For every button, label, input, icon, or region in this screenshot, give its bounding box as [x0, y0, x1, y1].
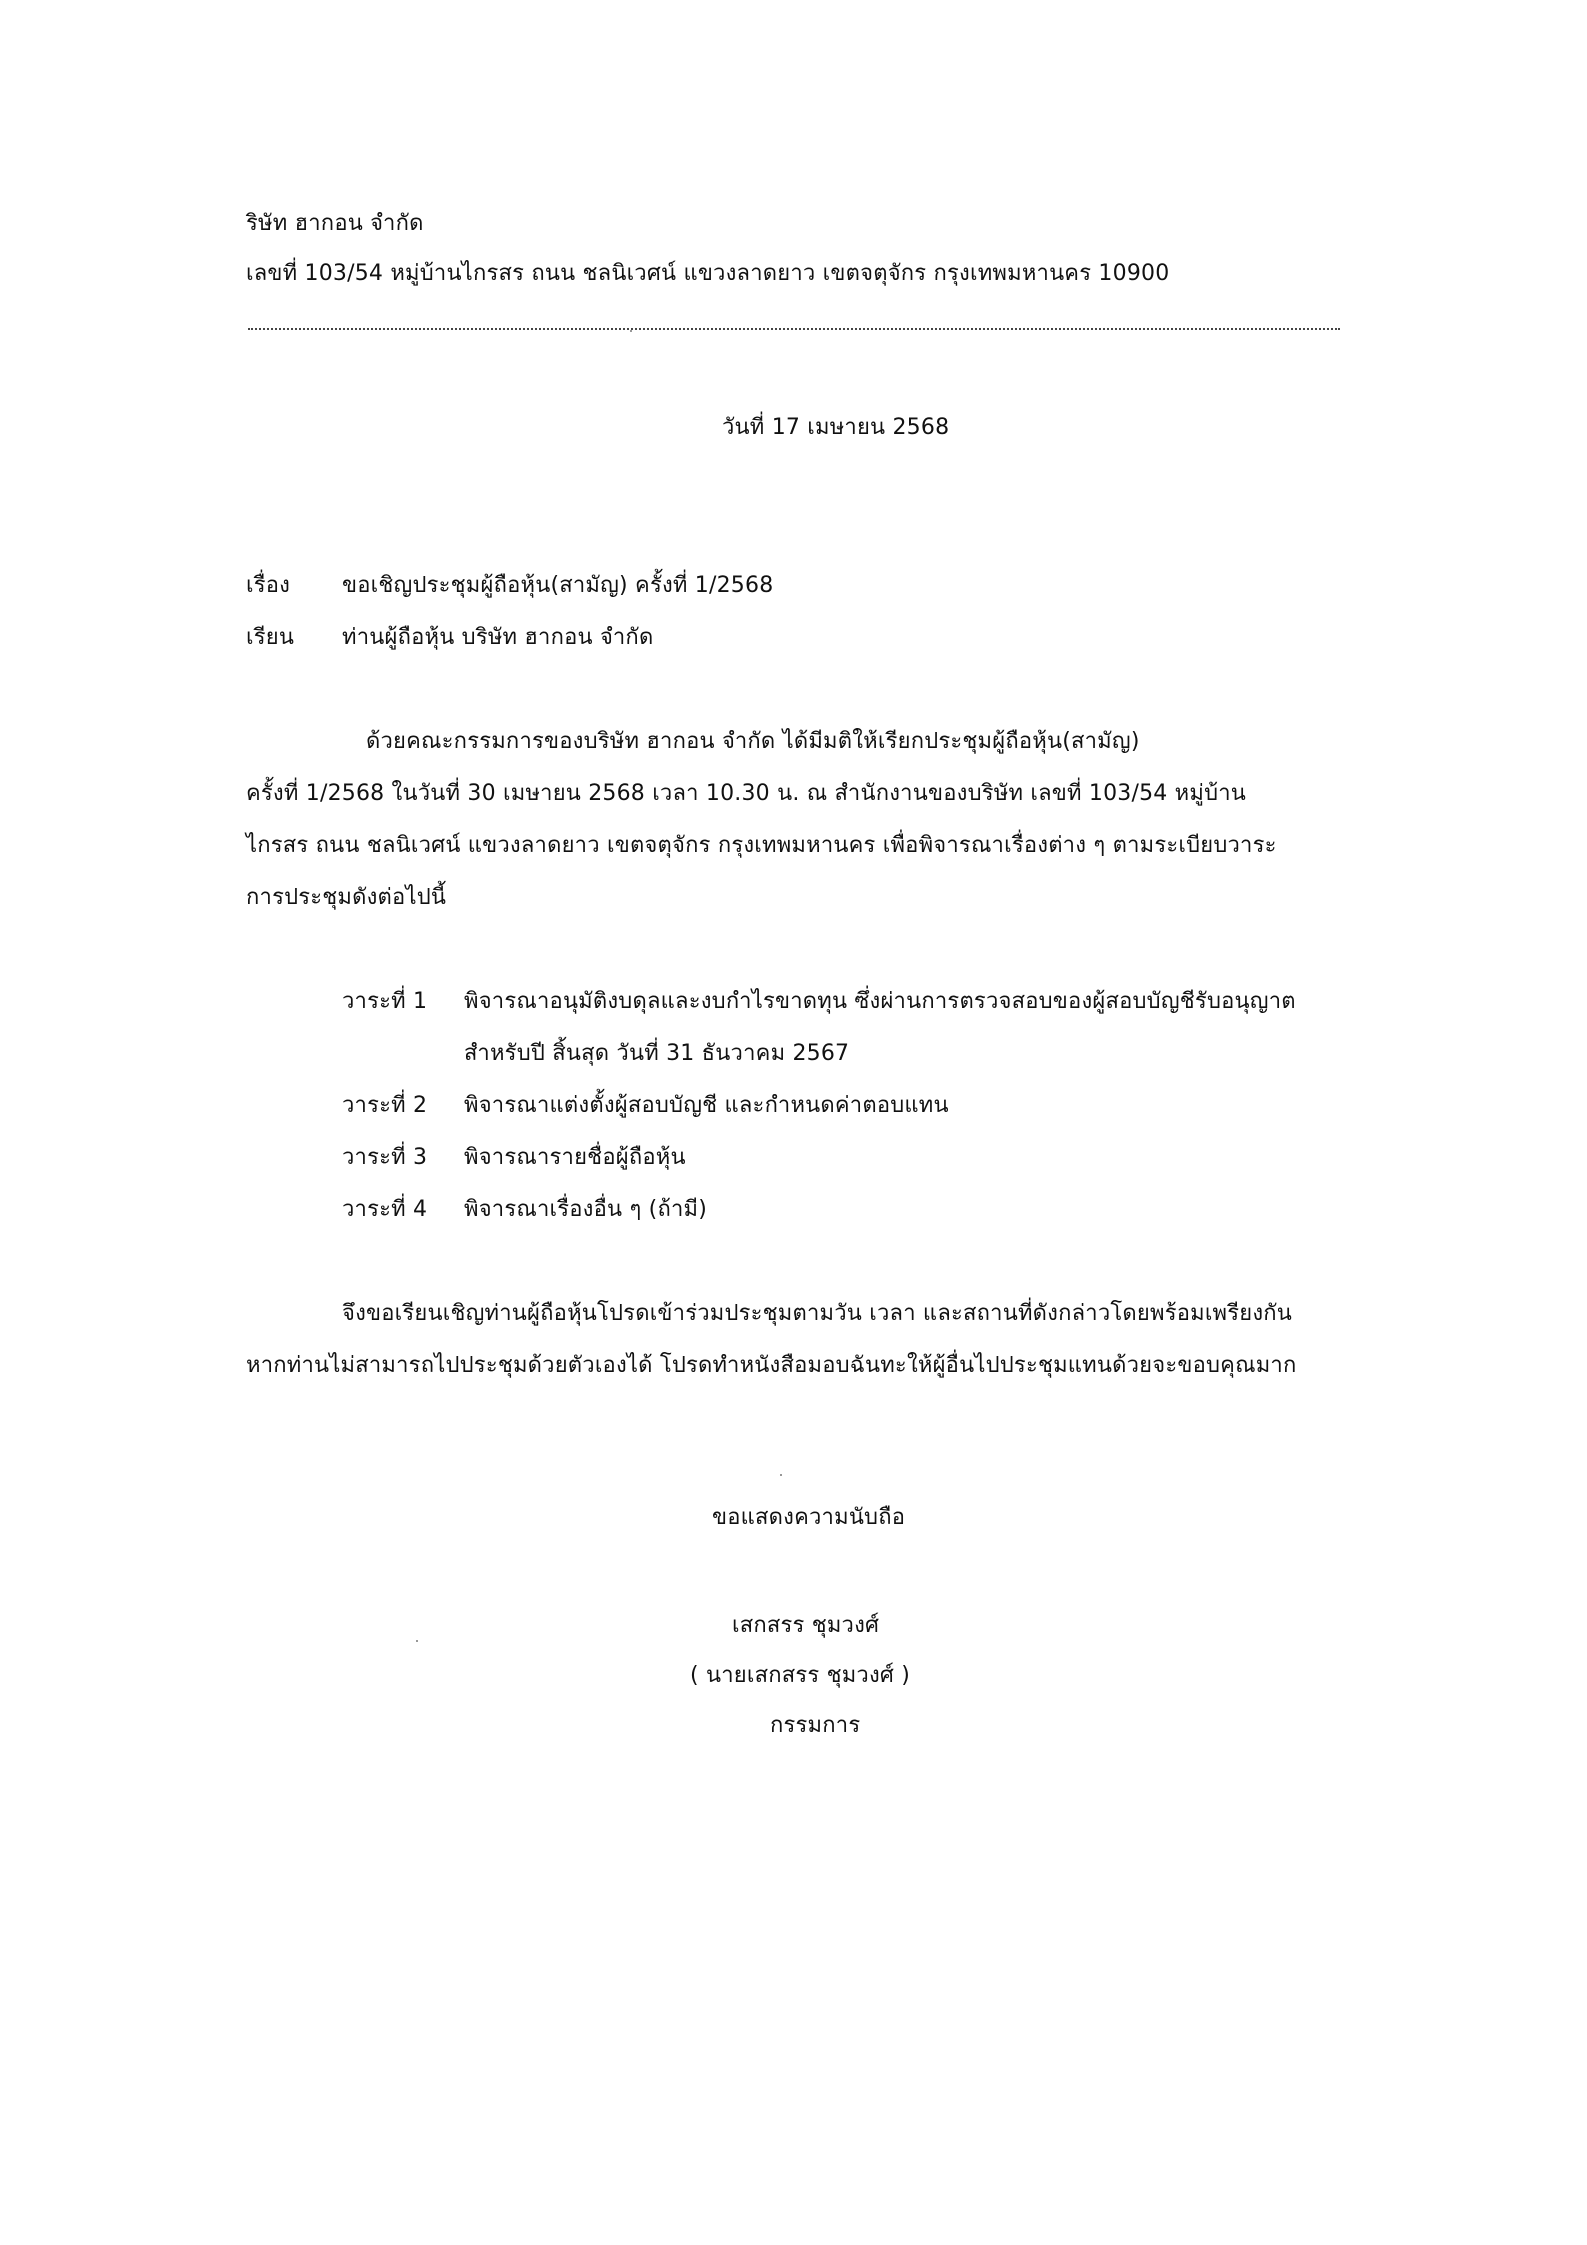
company-name: ริษัท ฮากอน จำกัด: [246, 211, 424, 236]
scan-speck: [630, 330, 632, 332]
agenda-text-1-continued: สำหรับปี สิ้นสุด วันที่ 31 ธันวาคม 2567: [464, 1041, 850, 1066]
agenda-label-4: วาระที่ 4: [342, 1197, 428, 1222]
body-line: การประชุมดังต่อไปนี้: [246, 885, 447, 910]
printed-name: ( นายเสกสรร ชุมวงศ์ ): [690, 1663, 911, 1688]
agenda-label-2: วาระที่ 2: [342, 1093, 428, 1118]
company-address: เลขที่ 103/54 หมู่บ้านไกรสร ถนน ชลนิเวศน์ แขวงลาดยาว เขตจตุจักร กรุงเทพมหานคร 10900: [246, 261, 1170, 286]
subject-text: ขอเชิญประชุมผู้ถือหุ้น(สามัญ) ครั้งที่ 1/2568: [342, 573, 774, 598]
recipient-label: เรียน: [246, 625, 295, 650]
scan-speck: [416, 1640, 418, 1642]
agenda-text-4: พิจารณาเรื่องอื่น ๆ (ถ้ามี): [464, 1197, 708, 1222]
closing-line: จึงขอเรียนเชิญท่านผู้ถือหุ้นโปรดเข้าร่วมประชุมตามวัน เวลา และสถานที่ดังกล่าวโดยพร้อมเพรียงกัน: [342, 1301, 1293, 1326]
agenda-label-3: วาระที่ 3: [342, 1145, 428, 1170]
subject-label: เรื่อง: [246, 573, 291, 598]
signed-name: เสกสรร ชุมวงศ์: [732, 1613, 880, 1638]
closing-line: หากท่านไม่สามารถไปประชุมด้วยตัวเองได้ โปรดทำหนังสือมอบฉันทะให้ผู้อื่นไปประชุมแทนด้วยจะขอบคุณมาก: [246, 1353, 1297, 1378]
body-line: ด้วยคณะกรรมการของบริษัท ฮากอน จำกัด ได้มีมติให้เรียกประชุมผู้ถือหุ้น(สามัญ): [366, 729, 1140, 754]
agenda-text-3: พิจารณารายชื่อผู้ถือหุ้น: [464, 1145, 686, 1170]
letterhead-dotted-divider: [248, 328, 1340, 330]
letter-date: วันที่ 17 เมษายน 2568: [722, 415, 950, 440]
recipient-text: ท่านผู้ถือหุ้น บริษัท ฮากอน จำกัด: [342, 625, 654, 650]
salutation: ขอแสดงความนับถือ: [712, 1505, 906, 1530]
scan-speck: [780, 1474, 782, 1476]
body-line: ไกรสร ถนน ชลนิเวศน์ แขวงลาดยาว เขตจตุจักร กรุงเทพมหานคร เพื่อพิจารณาเรื่องต่าง ๆ ตามระเบียบวาระ: [246, 833, 1277, 858]
agenda-label-1: วาระที่ 1: [342, 989, 428, 1014]
body-line: ครั้งที่ 1/2568 ในวันที่ 30 เมษายน 2568 เวลา 10.30 น. ณ สำนักงานของบริษัท เลขที่ 103/54 หมู่บ้าน: [246, 781, 1247, 806]
signer-position: กรรมการ: [770, 1713, 861, 1738]
agenda-text-1: พิจารณาอนุมัติงบดุลและงบกำไรขาดทุน ซึ่งผ่านการตรวจสอบของผู้สอบบัญชีรับอนุญาต: [464, 989, 1296, 1014]
agenda-text-2: พิจารณาแต่งตั้งผู้สอบบัญชี และกำหนดค่าตอบแทน: [464, 1093, 949, 1118]
